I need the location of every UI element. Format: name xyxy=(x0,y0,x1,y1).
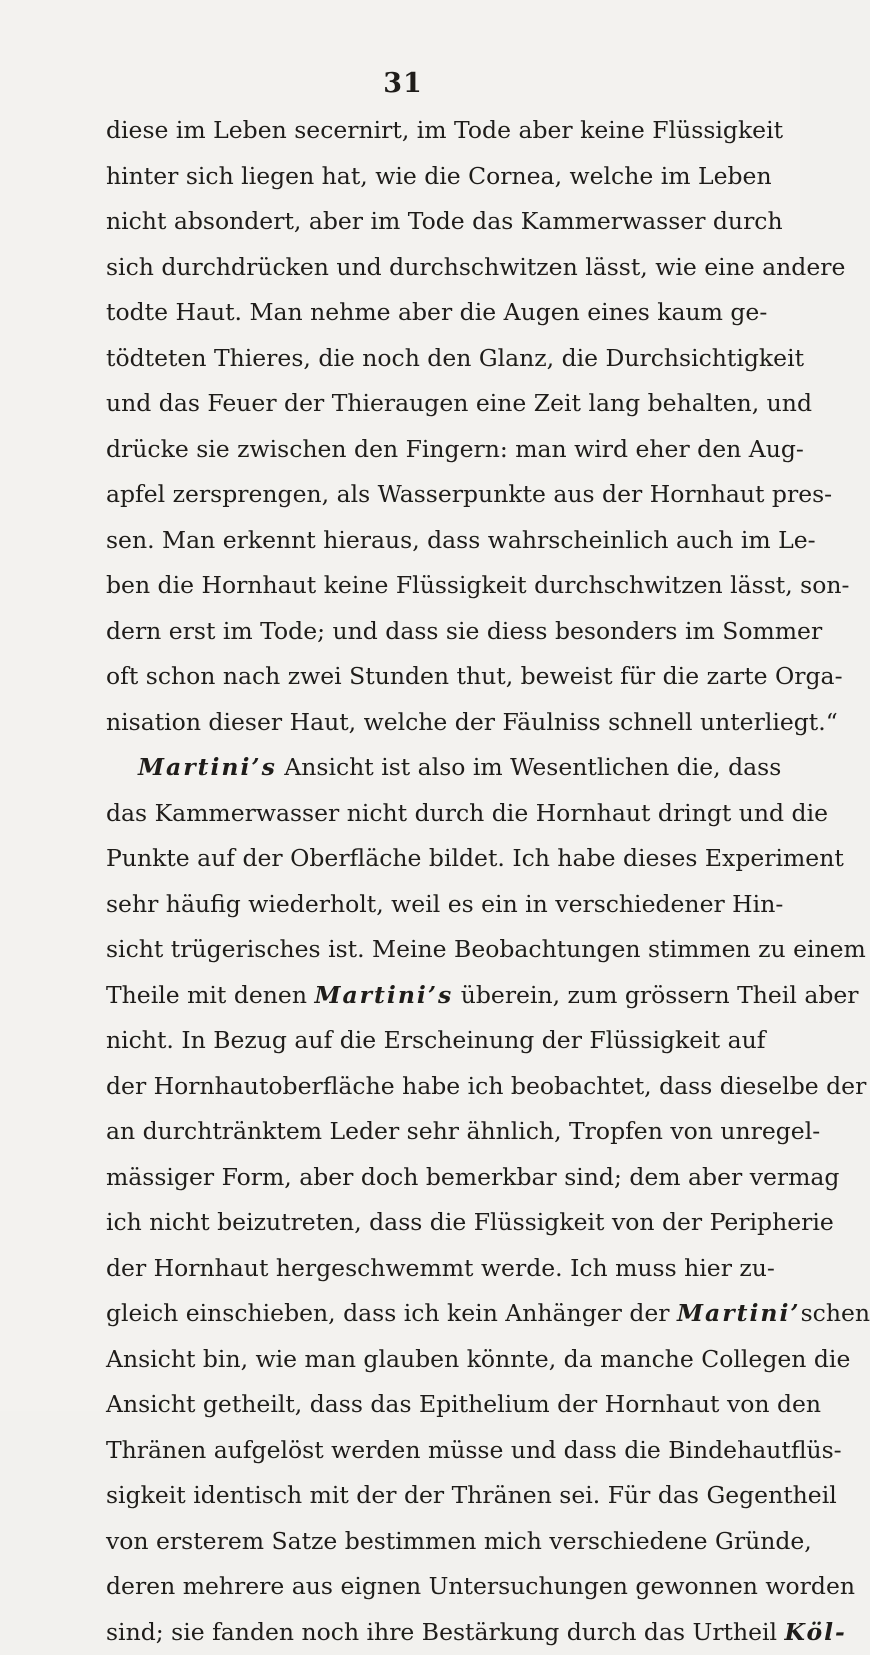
text-run: schen xyxy=(801,1299,870,1327)
text-line xyxy=(106,245,738,291)
text-run: todte Haut. Man nehme aber die Augen eines kaum ge- xyxy=(106,298,767,326)
text-run: das Kammerwasser nicht durch die Hornhaut dringt und die xyxy=(106,799,828,827)
text-run: sind; sie fanden noch ihre Bestärkung durch das Urtheil xyxy=(106,1618,785,1646)
text-line xyxy=(106,609,738,655)
text-run: apfel zersprengen, als Wasserpunkte aus der Hornhaut pres- xyxy=(106,480,832,508)
text-run: sich durchdrücken und durchschwitzen lässt, wie eine andere xyxy=(106,253,845,281)
text-run: Thränen aufgelöst werden müsse und dass die Bindehautflüs- xyxy=(106,1436,842,1464)
text-run: an durchtränktem Leder sehr ähnlich, Tropfen von unregel- xyxy=(106,1117,820,1145)
text-line xyxy=(106,1018,738,1064)
text-line xyxy=(106,381,738,427)
text-line xyxy=(106,336,738,382)
page-number: 31 xyxy=(383,68,423,99)
text-run: Punkte auf der Oberfläche bildet. Ich habe dieses Experiment xyxy=(106,844,844,872)
text-run: und das Feuer der Thieraugen eine Zeit lang behalten, und xyxy=(106,389,812,417)
text-line xyxy=(106,290,738,336)
text-line xyxy=(106,745,738,791)
text-line xyxy=(106,472,738,518)
text-run: Ansicht ist also im Wesentlichen die, dass xyxy=(277,753,781,781)
text-run: diese im Leben secernirt, im Tode aber keine Flüssigkeit xyxy=(106,116,783,144)
text-run: drücke sie zwischen den Fingern: man wird eher den Aug- xyxy=(106,435,804,463)
text-line xyxy=(106,700,738,746)
text-line xyxy=(106,427,738,473)
text-run: hinter sich liegen hat, wie die Cornea, welche im Leben xyxy=(106,162,772,190)
text-run: mässiger Form, aber doch bemerkbar sind; dem aber vermag xyxy=(106,1163,839,1191)
text-run: sehr häufig wiederholt, weil es ein in verschiedener Hin- xyxy=(106,890,783,918)
text-run: sicht trügerisches ist. Meine Beobachtungen stimmen zu einem xyxy=(106,935,866,963)
text-line xyxy=(106,1337,738,1383)
text-run: ich nicht beizutreten, dass die Flüssigkeit von der Peripherie xyxy=(106,1208,834,1236)
text-run: Theile mit denen xyxy=(106,981,314,1009)
text-run: gleich einschieben, dass ich kein Anhänger der xyxy=(106,1299,677,1327)
text-line xyxy=(106,1200,738,1246)
emphasized-name: Köl- xyxy=(785,1618,847,1646)
text-run: von ersterem Satze bestimmen mich verschiedene Gründe, xyxy=(106,1527,812,1555)
emphasized-name: Martini’ xyxy=(677,1299,801,1327)
text-line xyxy=(106,108,738,154)
text-line xyxy=(106,518,738,564)
text-run: tödteten Thieres, die noch den Glanz, die Durchsichtigkeit xyxy=(106,344,804,372)
text-run: sigkeit identisch mit der der Thränen sei. Für das Gegentheil xyxy=(106,1481,837,1509)
text-run: deren mehrere aus eignen Untersuchungen gewonnen worden xyxy=(106,1572,855,1600)
text-run: nicht absondert, aber im Tode das Kammerwasser durch xyxy=(106,207,783,235)
text-line xyxy=(106,654,738,700)
text-run: Ansicht bin, wie man glauben könnte, da manche Collegen die xyxy=(106,1345,850,1373)
text-line xyxy=(106,1064,738,1110)
text-run: nicht. In Bezug auf die Erscheinung der Flüssigkeit auf xyxy=(106,1026,765,1054)
text-line xyxy=(106,1246,738,1292)
text-line xyxy=(106,563,738,609)
text-line xyxy=(106,927,738,973)
text-line xyxy=(106,1428,738,1474)
text-line xyxy=(106,1564,738,1610)
text-line xyxy=(106,882,738,928)
text-run: nisation dieser Haut, welche der Fäulniss schnell unterliegt.“ xyxy=(106,708,838,736)
text-line xyxy=(106,1109,738,1155)
text-line xyxy=(106,154,738,200)
body-text xyxy=(106,108,738,1655)
text-line xyxy=(106,836,738,882)
text-line xyxy=(106,1291,738,1337)
text-run: ben die Hornhaut keine Flüssigkeit durchschwitzen lässt, son- xyxy=(106,571,849,599)
text-line xyxy=(106,791,738,837)
emphasized-name: Martini’s xyxy=(138,753,277,781)
text-run: der Hornhautoberfläche habe ich beobachtet, dass dieselbe der xyxy=(106,1072,866,1100)
text-run: dern erst im Tode; und dass sie diess besonders im Sommer xyxy=(106,617,822,645)
text-line xyxy=(106,1382,738,1428)
text-run: sen. Man erkennt hieraus, dass wahrscheinlich auch im Le- xyxy=(106,526,816,554)
text-run: oft schon nach zwei Stunden thut, beweist für die zarte Orga- xyxy=(106,662,843,690)
text-run: der Hornhaut hergeschwemmt werde. Ich muss hier zu- xyxy=(106,1254,775,1282)
text-run: überein, zum grössern Theil aber xyxy=(453,981,858,1009)
text-line xyxy=(106,1519,738,1565)
text-line xyxy=(106,1473,738,1519)
text-line xyxy=(106,973,738,1019)
emphasized-name: Martini’s xyxy=(314,981,453,1009)
text-line xyxy=(106,199,738,245)
text-run: Ansicht getheilt, dass das Epithelium der Hornhaut von den xyxy=(106,1390,821,1418)
text-line xyxy=(106,1155,738,1201)
text-line xyxy=(106,1610,738,1655)
